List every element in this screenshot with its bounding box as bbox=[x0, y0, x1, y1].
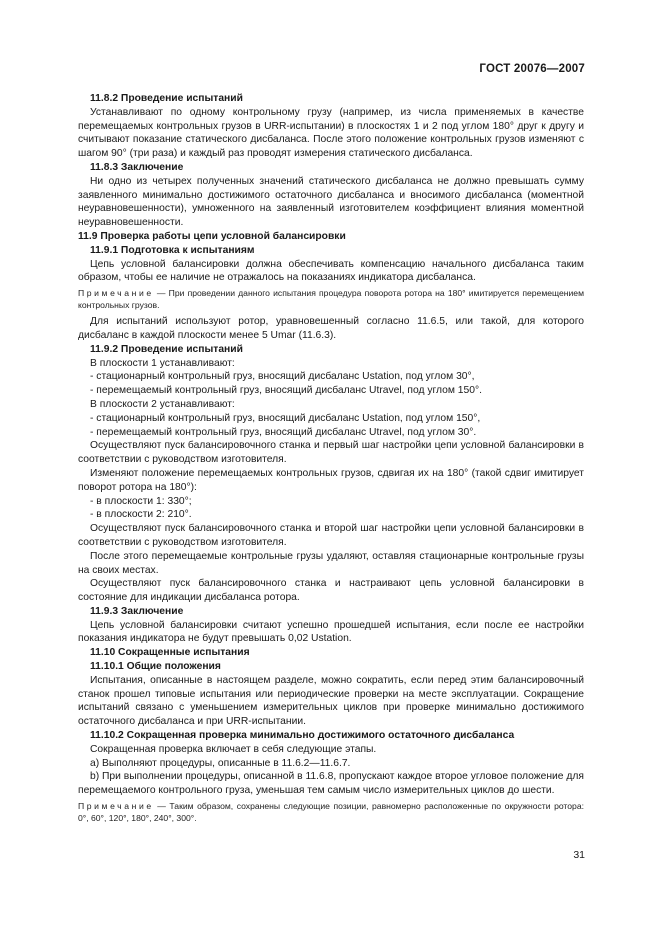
paragraph: В плоскости 2 устанавливают: bbox=[90, 398, 235, 410]
paragraph: После этого перемещаемые контрольные грузы удаляют, оставляя стационарные контрольные грузы на своих местах. bbox=[78, 550, 584, 576]
page-number: 31 bbox=[573, 849, 585, 861]
paragraph: b) При выполнении процедуры, описанной в 11.6.8, пропускают каждое второе угловое положение для перемещаемого контрольного груза, уменьшая тем самым число измерительных циклов до шести. bbox=[78, 771, 584, 797]
standard-header: ГОСТ 20076—2007 bbox=[479, 63, 585, 75]
paragraph: - стационарный контрольный груз, вносящий дисбаланс Ustation, под углом 150°, bbox=[90, 412, 481, 424]
paragraph: Цепь условной балансировки считают успешно прошедшей испытания, если после ее настройки показания индикатора не будут превышать 0,02 Ustation. bbox=[78, 619, 584, 645]
document-body bbox=[78, 92, 584, 828]
paragraph: - перемещаемый контрольный груз, вносящий дисбаланс Utravel, под углом 30°. bbox=[90, 426, 477, 438]
paragraph: Испытания, описанные в настоящем разделе, можно сократить, если перед этим балансировочный станок прошел типовые испытания или периодические проверки на месте эксплуатации. Сокращение испытаний связано с уменьшением измерительных циклов при проверке минимально достижимого остаточного дисбаланса и при URR-испытании. bbox=[78, 674, 584, 728]
note-text bbox=[78, 801, 584, 824]
section-heading: 11.9.1 Подготовка к испытаниям bbox=[90, 244, 255, 256]
paragraph: Осуществляют пуск балансировочного станка и настраивают цепь условной балансировки в состояние для индикации дисбаланса ротора. bbox=[78, 578, 584, 604]
section-heading: 11.10 Сокращенные испытания bbox=[90, 647, 250, 659]
paragraph: Для испытаний используют ротор, уравновешенный согласно 11.6.5, или такой, для которого дисбаланс в каждой плоскости менее 5 Umar (11.6.3). bbox=[78, 316, 584, 341]
section-heading: 11.9.2 Проведение испытаний bbox=[90, 343, 243, 355]
paragraph: a) Выполняют процедуры, описанные в 11.6.2—11.6.7. bbox=[90, 757, 351, 769]
section-heading: 11.8.2 Проведение испытаний bbox=[90, 93, 243, 104]
paragraph: Цепь условной балансировки должна обеспечивать компенсацию начального дисбаланса таким образом, чтобы ее наличие не отражалось на показаниях индикатора дисбаланса. bbox=[78, 258, 584, 284]
paragraph: Осуществляют пуск балансировочного станка и второй шаг настройки цепи условной балансировки в соответствии с руководством изготовителя. bbox=[78, 523, 584, 548]
paragraph: - в плоскости 2: 210°. bbox=[90, 509, 192, 521]
section-heading: 11.9.3 Заключение bbox=[90, 605, 184, 617]
section-heading: 11.8.3 Заключение bbox=[90, 161, 184, 173]
paragraph: В плоскости 1 устанавливают: bbox=[90, 357, 235, 369]
note-label: Примечание bbox=[78, 801, 154, 812]
paragraph: - в плоскости 1: 330°; bbox=[90, 495, 192, 507]
section-heading: 11.9 Проверка работы цепи условной балансировки bbox=[78, 230, 346, 242]
paragraph: Сокращенная проверка включает в себя следующие этапы. bbox=[90, 743, 377, 755]
note-text bbox=[78, 288, 584, 311]
paragraph: Устанавливают по одному контрольному грузу (например, из числа применяемых в качестве перемещаемых контрольных грузов в URR-испытании) в плоскостях 1 и 2 под углом 180° друг к другу и считывают показание статического дисбаланса. После этого положение контрольных грузов изменяют с шагом 90° (три раза) и каждый раз проводят измерения статического дисбаланса. bbox=[78, 106, 584, 160]
paragraph: Ни одно из четырех полученных значений статического дисбаланса не должно превышать сумму заявленного минимально достижимого остаточного дисбаланса и вносимого дисбаланса (моментной неуравновешенности), умноженного на заявленный изготовителем коэффициент влияния моментной неуравновешенности. bbox=[78, 175, 584, 229]
paragraph: Осуществляют пуск балансировочного станка и первый шаг настройки цепи условной балансировки в соответствии с руководством изготовителя. bbox=[78, 440, 584, 466]
section-heading: 11.10.2 Сокращенная проверка минимально достижимого остаточного дисбаланса bbox=[90, 730, 515, 742]
note-body: — При проведении данного испытания процедура поворота ротора на 180° имитируется перемещением контрольных грузов. bbox=[78, 288, 584, 310]
section-heading: 11.10.1 Общие положения bbox=[90, 661, 221, 673]
paragraph: Изменяют положение перемещаемых контрольных грузов, сдвигая их на 180° (такой сдвиг имитирует поворот ротора на 180°): bbox=[78, 467, 584, 493]
paragraph: - перемещаемый контрольный груз, вносящий дисбаланс Utravel, под углом 150°. bbox=[90, 385, 482, 397]
paragraph: - стационарный контрольный груз, вносящий дисбаланс Ustation, под углом 30°, bbox=[90, 371, 475, 383]
note-label: Примечание bbox=[78, 288, 154, 299]
note-body: — Таким образом, сохранены следующие позиции, равномерно расположенные по окружности ротора: 0°, 60°, 120°, 180°, 240°, 300°. bbox=[78, 801, 584, 823]
